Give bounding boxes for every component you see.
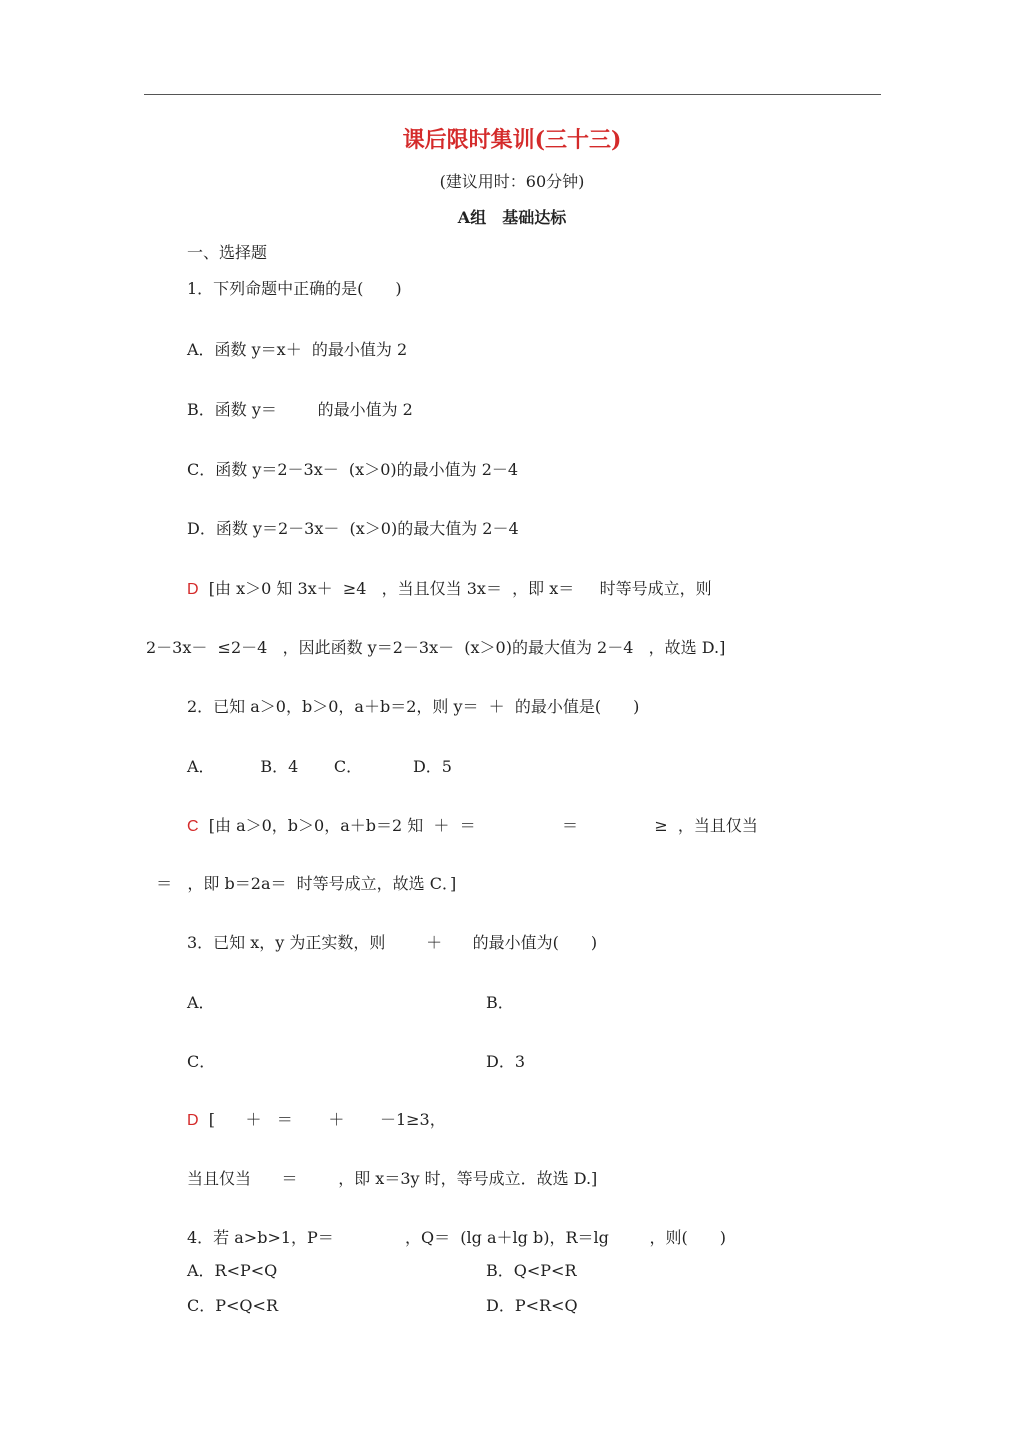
q1-option-a: A．函数 y＝x＋ 的最小值为 2 — [187, 340, 408, 359]
section-heading: 一、选择题 — [187, 243, 268, 262]
q4-option-a: A．R<P<Q — [187, 1261, 278, 1280]
q4-option-d: D．P<R<Q — [486, 1296, 578, 1315]
q4-stem: 4．若 a>b>1，P＝ ，Q＝ (lg a＋lg b)，R＝lg ，则( ) — [187, 1228, 727, 1247]
q2-options: A． B．4 C． D．5 — [187, 757, 452, 776]
q1-stem: 1．下列命题中正确的是( ) — [187, 279, 402, 298]
q2-stem: 2．已知 a＞0，b＞0，a＋b＝2，则 y＝ ＋ 的最小值是( ) — [187, 697, 640, 716]
q1-answer-letter: D — [187, 581, 199, 598]
time-hint: (建议用时：60分钟) — [439, 172, 585, 191]
page-title: 课后限时集训(三十三) — [402, 127, 622, 153]
q2-explanation-text1: [由 a＞0，b＞0，a＋b＝2 知 ＋ ＝ ＝ ≥ ，当且仅当 — [208, 816, 758, 835]
q3-option-d: D．3 — [486, 1052, 526, 1071]
q3-stem: 3．已知 x，y 为正实数，则 ＋ 的最小值为( ) — [187, 933, 598, 952]
q3-explanation-text1: [ ＋ ＝ ＋ －1≥3， — [208, 1110, 446, 1129]
q2-explanation-line1 — [187, 816, 758, 837]
q2-answer-letter: C — [187, 818, 199, 835]
group-heading: A组 基础达标 — [457, 208, 567, 227]
q1-option-d: D．函数 y＝2－3x－ (x＞0)的最大值为 2－4 — [187, 519, 519, 538]
q3-option-b: B． — [486, 993, 514, 1012]
q4-option-b: B．Q<P<R — [486, 1261, 577, 1280]
q1-option-b: B．函数 y＝ 的最小值为 2 — [187, 400, 413, 419]
q2-explanation-line2: ＝ ，即 b＝2a＝ 时等号成立，故选 C．] — [146, 874, 457, 893]
header-rule — [144, 94, 881, 95]
q3-explanation-line2: 当且仅当 ＝ ，即 x＝3y 时，等号成立．故选 D.] — [187, 1169, 598, 1188]
q4-option-c: C．P<Q<R — [187, 1296, 278, 1315]
q3-option-c: C． — [187, 1052, 216, 1071]
q1-explanation-text1: [由 x＞0 知 3x＋ ≥4 ，当且仅当 3x＝ ，即 x＝ 时等号成立，则 — [208, 579, 712, 598]
q3-option-a: A． — [187, 993, 215, 1012]
q3-answer-letter: D — [187, 1112, 199, 1129]
q1-explanation-line2: 2－3x－ ≤2－4 ，因此函数 y＝2－3x－ (x＞0)的最大值为 2－4 ，故选 D.] — [146, 638, 726, 657]
q1-option-c: C．函数 y＝2－3x－ (x＞0)的最小值为 2－4 — [187, 460, 519, 479]
q3-explanation-line1 — [187, 1110, 446, 1131]
q1-explanation-line1 — [187, 579, 712, 600]
